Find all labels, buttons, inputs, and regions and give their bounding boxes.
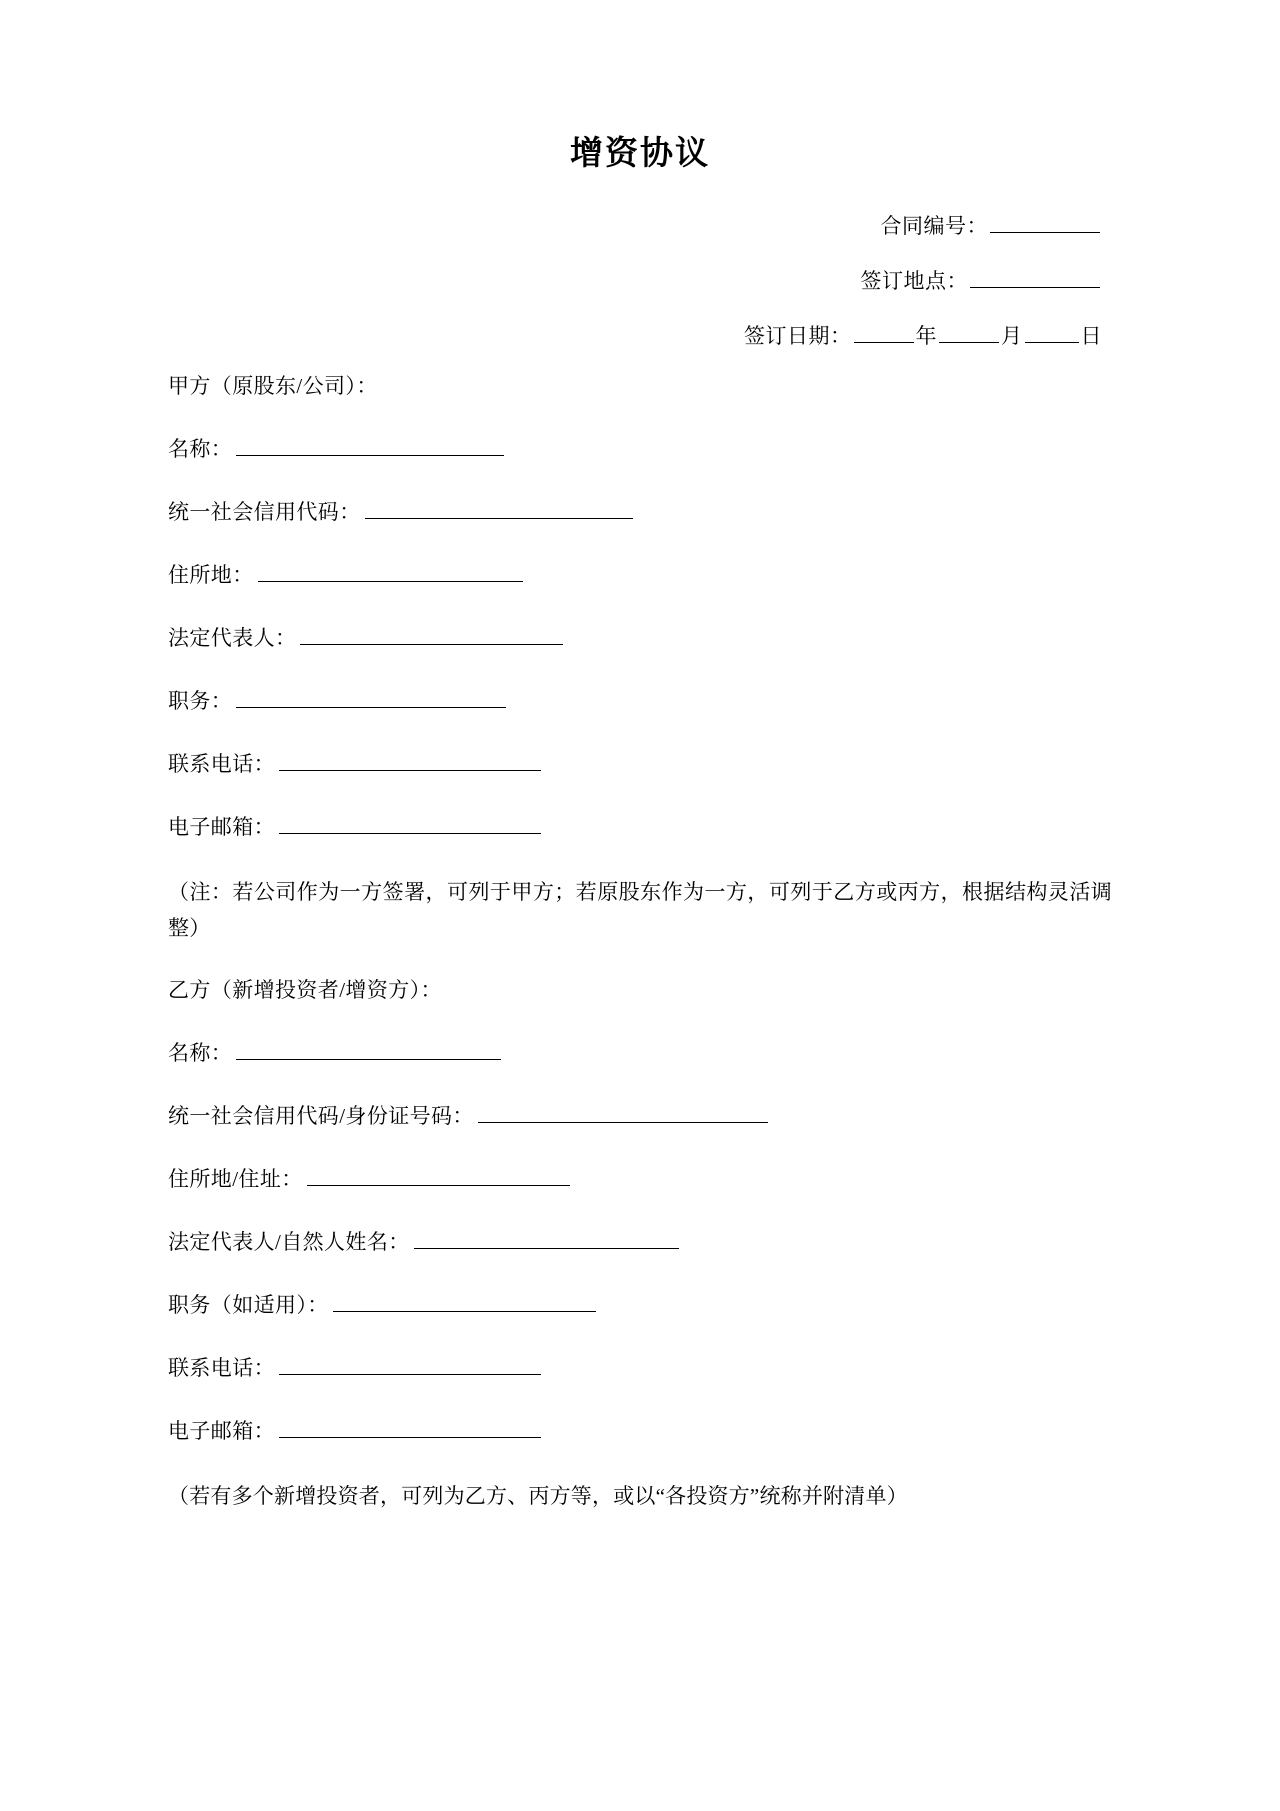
signing-date-month-unit: 月 [1001,324,1023,349]
party-b-name-blank[interactable] [236,1038,501,1060]
party-b-email-label: 电子邮箱： [168,1418,275,1443]
signing-place-label: 签订地点： [860,269,968,294]
party-a-phone-field [168,749,1112,775]
party-b-email-blank[interactable] [279,1416,541,1438]
party-b-phone-label: 联系电话： [168,1355,275,1380]
party-b-legal-rep-field [168,1227,1112,1253]
party-b-email-field [168,1416,1112,1442]
party-a-email-blank[interactable] [279,812,541,834]
signing-date-year-unit: 年 [915,324,937,349]
party-b-note: （若有多个新增投资者，可列为乙方、丙方等，或以“各投资方”统称并附清单） [168,1483,908,1508]
contract-number-line [168,211,1112,237]
signing-date-line [168,321,1112,347]
party-a-note: （注：若公司作为一方签署，可列于甲方；若原股东作为一方，可列于乙方或丙方，根据结构灵活调整） [168,880,1112,940]
party-a-position-blank[interactable] [236,686,506,708]
party-a-email-field [168,812,1112,838]
party-b-phone-blank[interactable] [279,1353,541,1375]
signing-date-month-blank[interactable] [939,321,999,343]
party-a-name-blank[interactable] [236,434,504,456]
party-a-address-blank[interactable] [258,560,523,582]
party-a-email-label: 电子邮箱： [168,815,275,840]
signing-date-day-blank[interactable] [1025,321,1079,343]
party-a-legal-rep-blank[interactable] [300,623,563,645]
header-meta-block [168,211,1112,347]
party-a-legal-rep-label: 法定代表人： [168,626,297,651]
party-b-address-label: 住所地/住址： [168,1166,303,1191]
party-b-address-field [168,1164,1112,1190]
party-b-position-blank[interactable] [333,1290,596,1312]
signing-date-day-unit: 日 [1080,324,1102,349]
party-b-address-blank[interactable] [307,1164,570,1186]
party-a-phone-blank[interactable] [279,749,541,771]
party-b-name-field [168,1038,1112,1064]
party-a-legal-rep-field [168,623,1112,649]
party-a-name-label: 名称： [168,437,233,462]
party-b-position-field [168,1290,1112,1316]
party-b-credit-code-blank[interactable] [478,1101,768,1123]
party-b-credit-code-field [168,1101,1112,1127]
signing-date-year-blank[interactable] [854,321,914,343]
party-b-credit-code-label: 统一社会信用代码/身份证号码： [168,1103,474,1128]
document-content [168,0,1112,1514]
signing-date-label: 签订日期： [744,324,852,349]
party-a-phone-label: 联系电话： [168,752,275,777]
signing-place-blank[interactable] [970,266,1100,288]
party-a-address-label: 住所地： [168,563,254,588]
party-b-name-label: 名称： [168,1040,233,1065]
party-a-position-field [168,686,1112,712]
party-a-credit-code-blank[interactable] [365,497,633,519]
party-a-credit-code-label: 统一社会信用代码： [168,500,361,525]
party-a-heading: 甲方（原股东/公司）： [168,374,378,399]
page-title: 增资协议 [570,136,710,172]
party-a-name-field [168,434,1112,460]
party-b-legal-rep-blank[interactable] [414,1227,679,1249]
contract-number-label: 合同编号： [880,214,988,239]
party-a-address-field [168,560,1112,586]
party-b-position-label: 职务（如适用）： [168,1292,329,1317]
party-b-heading: 乙方（新增投资者/增资方）： [168,977,442,1002]
signing-place-line [168,266,1112,292]
party-a-credit-code-field [168,497,1112,523]
party-b-phone-field [168,1353,1112,1379]
party-b-legal-rep-label: 法定代表人/自然人姓名： [168,1229,410,1254]
contract-number-blank[interactable] [990,211,1100,233]
party-a-position-label: 职务： [168,689,233,714]
